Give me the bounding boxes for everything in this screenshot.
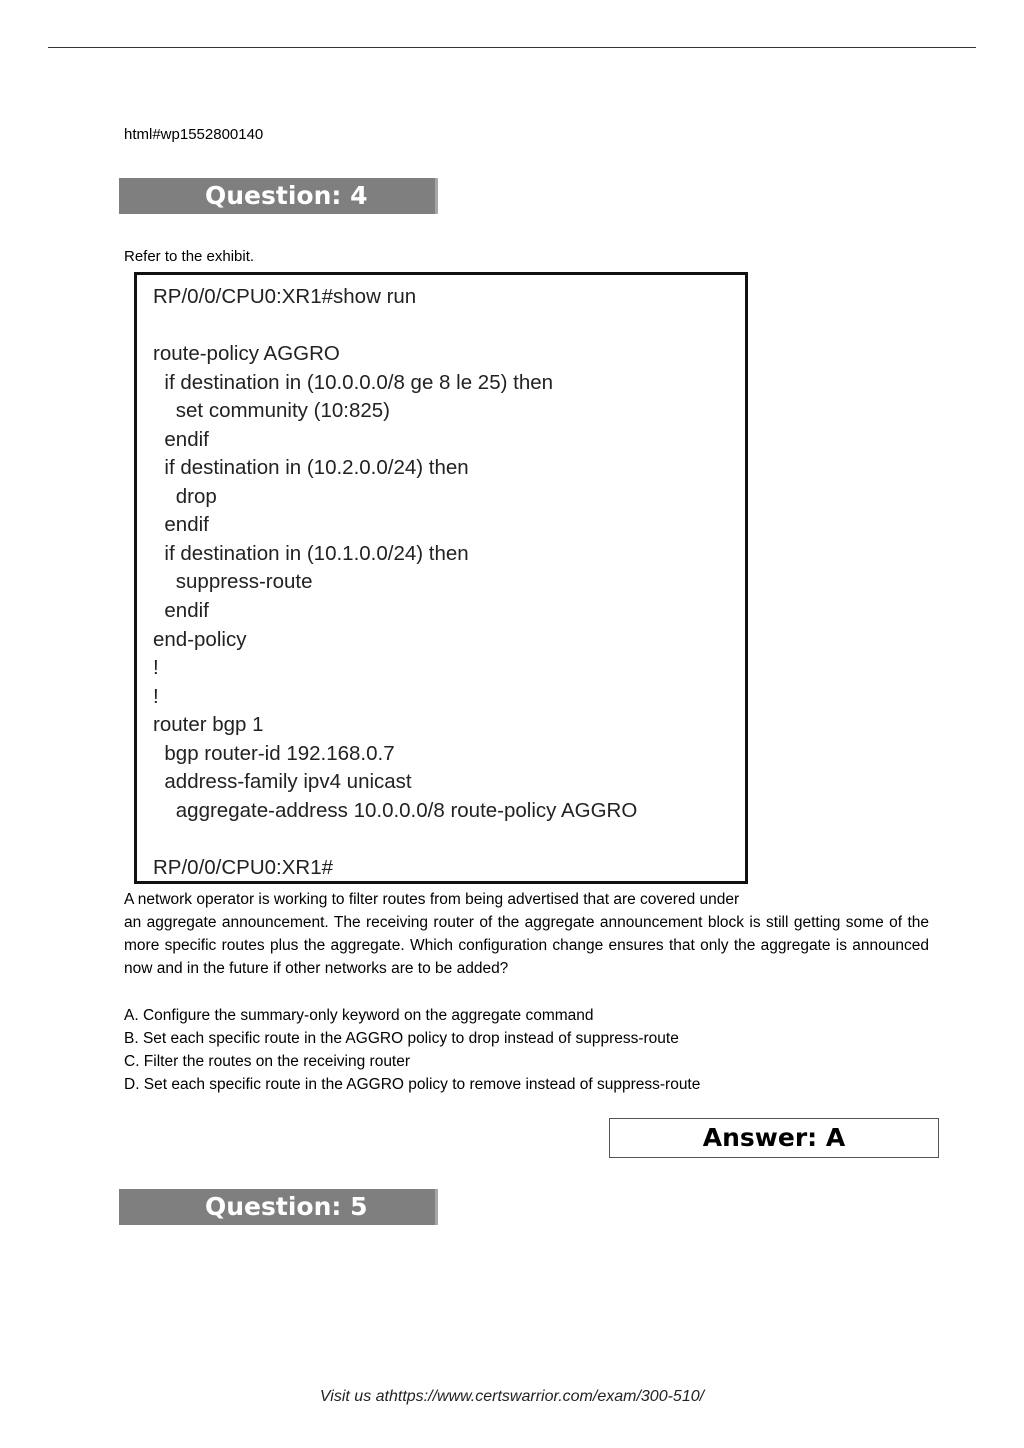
answer-box: Answer: A xyxy=(609,1118,939,1158)
exhibit-line: if destination in (10.0.0.0/8 ge 8 le 25) then xyxy=(153,370,554,394)
question-4-heading: Question: 4 xyxy=(119,178,438,214)
option-a: A. Configure the summary-only keyword on the aggregate command xyxy=(124,1007,594,1024)
exhibit-line: router bgp 1 xyxy=(153,713,264,737)
exhibit-line: bgp router-id 192.168.0.7 xyxy=(153,741,395,765)
exhibit-line: RP/0/0/CPU0:XR1# xyxy=(153,855,334,879)
exhibit-line: endif xyxy=(153,427,209,451)
answer-options xyxy=(124,1004,700,1096)
exhibit-line: drop xyxy=(153,484,217,508)
exhibit-line: route-policy AGGRO xyxy=(153,342,340,366)
exhibit-line xyxy=(153,312,637,341)
exhibit-line xyxy=(153,825,637,854)
exhibit-line: end-policy xyxy=(153,627,247,651)
cli-exhibit xyxy=(134,272,748,884)
exhibit-line: endif xyxy=(153,513,209,537)
exhibit-line: if destination in (10.2.0.0/24) then xyxy=(153,456,469,480)
exhibit-line: RP/0/0/CPU0:XR1#show run xyxy=(153,285,417,308)
question-5-heading: Question: 5 xyxy=(119,1189,438,1225)
exhibit-line: endif xyxy=(153,599,209,623)
question-4-body-rest: an aggregate announcement. The receiving router of the aggregate announcement block is still getting some of the more specific routes plus the aggregate. Which configuration change ensures that only the aggregate is announced now and in the future if other networks are to be added? xyxy=(124,914,929,977)
question-4-body xyxy=(124,888,929,980)
url-fragment-text: html#wp1552800140 xyxy=(124,126,264,143)
option-d: D. Set each specific route in the AGGRO policy to remove instead of suppress-route xyxy=(124,1076,701,1093)
footer-link-text: Visit us athttps://www.certswarrior.com/exam/300-510/ xyxy=(319,1388,705,1405)
exhibit-line: if destination in (10.1.0.0/24) then xyxy=(153,541,469,565)
exhibit-lines xyxy=(153,283,637,882)
exhibit-line: ! xyxy=(153,684,159,708)
option-b: B. Set each specific route in the AGGRO policy to drop instead of suppress-route xyxy=(124,1030,679,1047)
exhibit-line: address-family ipv4 unicast xyxy=(153,770,412,794)
option-c: C. Filter the routes on the receiving router xyxy=(124,1053,411,1070)
header-rule xyxy=(48,47,976,48)
exhibit-line: suppress-route xyxy=(153,570,313,594)
exhibit-line: aggregate-address 10.0.0.0/8 route-policy AGGRO xyxy=(153,798,638,822)
question-4-intro: Refer to the exhibit. xyxy=(124,248,255,265)
exhibit-line: ! xyxy=(153,656,159,680)
question-4-body-line-1: A network operator is working to filter routes from being advertised that are covered under xyxy=(124,891,740,908)
exhibit-line: set community (10:825) xyxy=(153,399,390,423)
